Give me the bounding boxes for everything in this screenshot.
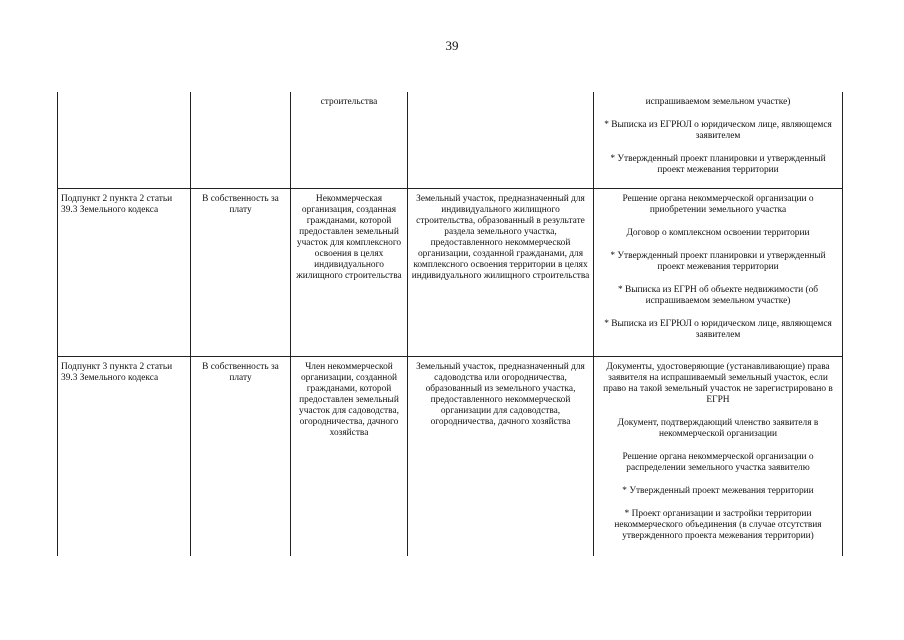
basis-cell: Подпункт 3 пункта 2 статьи 39.3 Земельного кодекса [58, 356, 191, 556]
right-type-cell: В собственность за плату [191, 188, 291, 356]
document-item: Документы, удостоверяющие (устанавливающие) права заявителя на испрашиваемый земельный участок, если право на такой земельный участок не зарегистрировано в ЕГРН [603, 361, 833, 405]
document-item: Документ, подтверждающий членство заявителя в некоммерческой организации [617, 417, 819, 439]
document-item: * Утвержденный проект планировки и утвержденный проект межевания территории [610, 154, 826, 175]
applicant-cell: строительства [291, 92, 408, 188]
document-item: * Утвержденный проект планировки и утвержденный проект межевания территории [610, 250, 826, 272]
applicant-cell: Некоммерческая организация, созданная гражданами, которой предоставлен земельный участок для комплексного освоения в целях индивидуального жилищного строительства [291, 188, 408, 356]
documents-cell [594, 92, 843, 188]
document-item: Решение органа некоммерческой организации о приобретении земельного участка [622, 193, 814, 215]
document-item: * Проект организации и застройки территории некоммерческого объединения (в случае отсутствия утвержденного проекта межевания территории) [614, 508, 822, 541]
right-type-cell: В собственность за плату [191, 356, 291, 556]
document-item: Договор о комплексном освоении территории [626, 227, 810, 238]
applicant-cell: Член некоммерческой организации, созданной гражданами, которой предоставлен земельный участок для садоводства, огородничества, дачного хозяйства [291, 356, 408, 556]
table-row [58, 356, 843, 556]
basis-cell: Подпункт 2 пункта 2 статьи 39.3 Земельного кодекса [58, 188, 191, 356]
documents-cell [594, 356, 843, 556]
land-plot-cell: Земельный участок, предназначенный для индивидуального жилищного строительства, образованный в результате раздела земельного участка, предоставленного некоммерческой организации, созданной гражданами, для комплексного освоения территории в целях индивидуального жилищного строительства [408, 188, 594, 356]
document-item: * Выписка из ЕГРЮЛ о юридическом лице, являющемся заявителем [604, 120, 832, 141]
land-provision-table [57, 92, 843, 556]
documents-cell [594, 188, 843, 356]
basis-cell [58, 92, 191, 188]
document-item: Решение органа некоммерческой организации о распределении земельного участка заявителю [622, 451, 814, 473]
document-item: * Утвержденный проект межевания территории [622, 485, 814, 496]
land-plot-cell [408, 92, 594, 188]
page-number: 39 [445, 38, 459, 53]
document-item: испрашиваемом земельном участке) [645, 97, 791, 107]
land-plot-cell: Земельный участок, предназначенный для садоводства или огородничества, образованный из земельного участка, предоставленного некоммерческой организации для садоводства, огородничества, дачного хозяйства [408, 356, 594, 556]
table-row [58, 188, 843, 356]
document-item: * Выписка из ЕГРН об объекте недвижимости (об испрашиваемом земельном участке) [617, 284, 819, 306]
document-item: * Выписка из ЕГРЮЛ о юридическом лице, являющемся заявителем [604, 318, 832, 340]
right-type-cell [191, 92, 291, 188]
table-row [58, 92, 843, 188]
